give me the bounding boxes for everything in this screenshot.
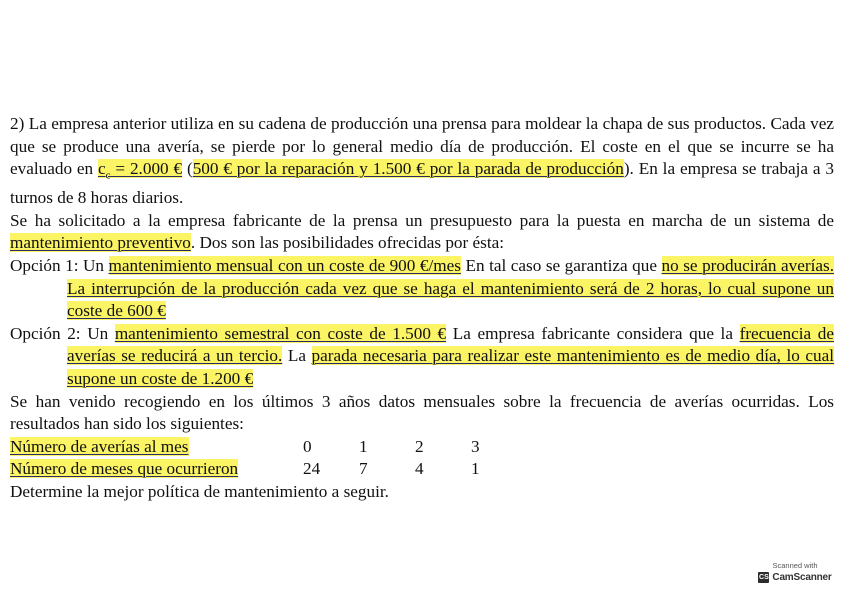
table-cell: 3 [471,436,480,456]
paragraph-request [10,210,834,255]
text-span: La [282,346,312,366]
table-cell: 7 [359,459,368,479]
text-span: Opción 2: Un [10,323,115,343]
option-1 [10,255,834,323]
table-cell: 4 [415,459,424,479]
text-span: En tal caso se garantiza que [460,256,662,275]
row-label-text: Número de meses que ocurrieron [10,459,239,479]
highlight-semiannual: mantenimiento semestral con coste de 1.500 € [114,323,447,343]
highlight-cost-breakdown: 500 € por la reparación y 1.500 € por la parada de producción [192,159,624,179]
text-span: ( [182,159,193,179]
text-span: Opción 1: Un [10,256,109,275]
problem-statement [10,113,834,504]
text-span: La empresa fabricante considera que la [446,323,740,343]
table-cell: 2 [415,436,424,456]
highlight-stop: parada necesaria para realizar este mantenimiento es de medio día, lo cual supone un coste de 1.200 € [67,346,834,388]
table-row [10,436,527,459]
watermark-caption: Scanned with [772,561,818,570]
text-span: 2) La empresa anterior utiliza en su cadena de producción una prensa para moldear la chapa de sus productos. Cada vez que se produce una avería, se pierde por lo general medio día de producción. El coste en el que se incurre se ha evaluado en [10,114,834,179]
watermark-name: CamScanner [772,572,832,583]
text-span: Se ha solicitado a la empresa fabricante de la prensa un presupuesto para la puesta en marcha de un sistema de [10,210,834,230]
highlight-no-failures: no se producirán averías. [661,256,835,275]
table-cell: 1 [359,436,368,456]
text-span: . Dos son las posibilidades ofrecidas por ésta: [190,233,505,253]
failure-table [10,436,527,481]
highlight-interruption: La interrupción de la producción cada vez que se haga el mantenimiento será de 2 horas, lo cual supone un coste de 600 € [67,278,834,321]
table-row [10,458,527,481]
highlight-monthly: mantenimiento mensual con un coste de 900 €/mes [108,256,461,275]
highlight-cost [98,159,183,182]
cost-subscript: c [105,169,111,182]
cost-symbol: c [98,159,106,179]
paragraph-data: Se han venido recogiendo en los últimos 3 años datos mensuales sobre la frecuencia de averías ocurridas. Los resultados han sido los siguientes: [10,391,834,434]
highlight-frequency: frecuencia de averías se reducirá a un tercio. [67,323,834,366]
highlight-preventive: mantenimiento preventivo [10,233,191,253]
option-2 [10,323,834,391]
cost-value: = 2.000 € [110,159,183,179]
row-label [10,436,303,459]
text-span: ). En la empresa se trabaja a 3 turnos de 8 horas diarios. [10,159,834,208]
watermark-brand [756,572,834,583]
table-cell: 0 [303,436,312,456]
paragraph-question: Determine la mejor política de mantenimiento a seguir. [10,481,389,501]
camscanner-watermark [756,561,834,589]
row-label [10,458,303,481]
row-label-text: Número de averías al mes [10,436,189,456]
paragraph-intro [10,113,834,210]
table-cell: 24 [303,459,321,479]
camscanner-logo-icon: CS [759,574,769,581]
table-cell: 1 [471,459,480,479]
